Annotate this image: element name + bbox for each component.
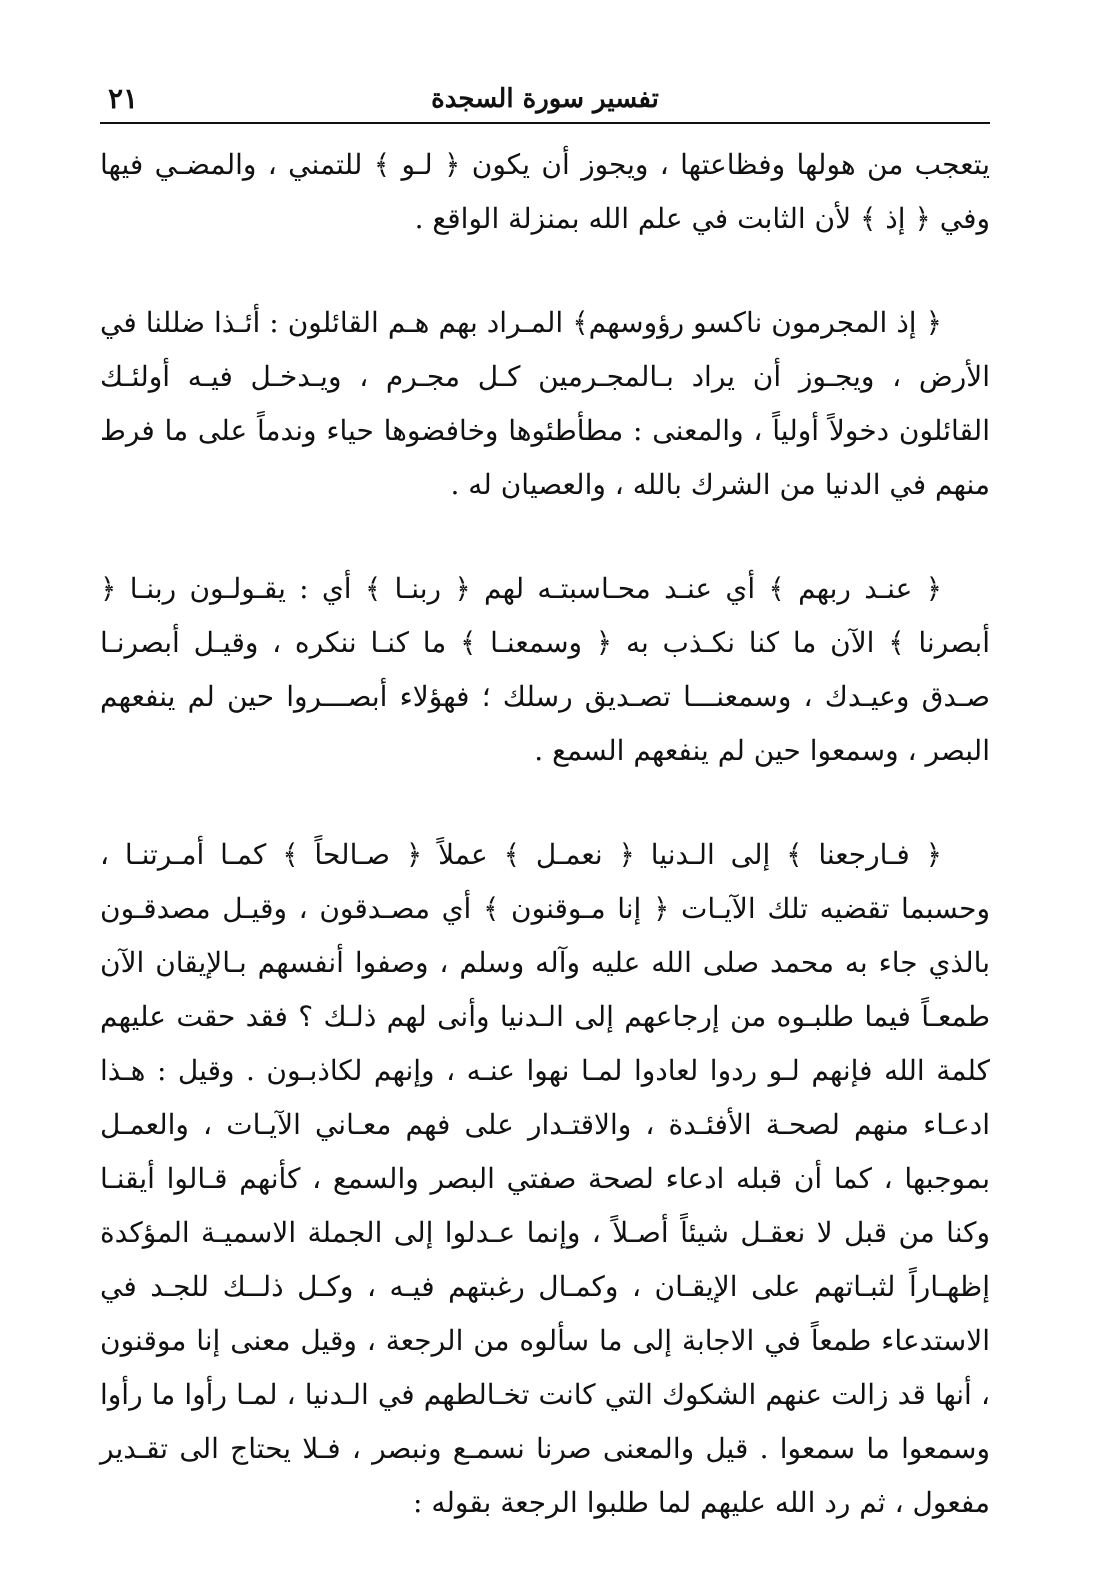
paragraph-continuation: يتعجب من هولها وفظاعتها ، ويجوز أن يكون ﴿ لـو ﴾ للتمني ، والمضـي فيها وفي ﴿ إذ ﴾ لأن الثابت في علم الله بمنزلة الواقع .: [100, 148, 990, 235]
page-title: تفسير سورة السجدة: [431, 84, 659, 114]
paragraph-verse-commentary: ﴿ إذ المجرمون ناكسو رؤوسهم﴾ المـراد بهم هـم القائلون : أئـذا ضللنا في الأرض ، ويجـوز أن يراد بـالمجـرمين كـل مجـرم ، ويـدخـل فيـه أولئـك القائلون دخولاً أولياً ، والمعنى : مطأطئوها وخافضوها حياء وندماً على ما فرط منهم في الدنيا من الشرك بالله ، والعصيان له .: [100, 306, 990, 501]
paragraph-verse-commentary: ﴿ فـارجعنا ﴾ إلى الـدنيا ﴿ نعمـل ﴾ عملاً ﴿ صـالحاً ﴾ كمـا أمـرتنـا ، وحسبما تقضيه تلك الآيـات ﴿ إنا مـوقنون ﴾ أي مصـدقون ، وقيـل مصدقـون بالذي جاء به محمد صلى الله عليه وآله وسلم ، وصفوا أنفسهم بـالإيقان الآن طمعـاً فيما طلبـوه من إرجاعهم إلى الـدنيا وأنى لهم ذلـك ؟ فقد حقت عليهم كلمة الله فإنهم لـو ردوا لعادوا لمـا نهوا عنـه ، وإنهم لكاذبـون . وقيل : هـذا ادعـاء منهم لصحـة الأفئـدة ، والاقتـدار على فهم معـاني الآيـات ، والعمـل بموجبها ، كما أن قبله ادعاء لصحة صفتي البصر والسمع ، كأنهم قـالوا أيقنـا وكنا من قبل لا نعقـل شيئاً أصـلاً ، وإنما عـدلوا إلى الجملة الاسميـة المؤكدة إظهـاراً لثبـاتهم على الإيقـان ، وكمـال رغبتهم فيـه ، وكـل ذلــك للجـد في الاستدعاء طمعاً في الاجابة إلى ما سألوه من الرجعة ، وقيل معنى إنا موقنون ، أنها قد زالت عنهم الشكوك التي كانت تخـالطهم في الـدنيا ، لمـا رأوا ما رأوا وسمعوا ما سمعوا . قيل والمعنى صرنا نسمـع ونبصر ، فـلا يحتاج الى تقـدير مفعول ، ثم رد الله عليهم لما طلبوا الرجعة بقوله :: [100, 838, 990, 1519]
page-header: [100, 78, 990, 122]
book-page: [100, 78, 990, 1518]
header-divider: [100, 122, 990, 124]
paragraph-verse-commentary: ﴿ عنـد ربهم ﴾ أي عنـد محـاسبتـه لهم ﴿ ربنـا ﴾ أي : يقـولـون ربنـا ﴿ أبصرنا ﴾ الآن ما كنا نكـذب به ﴿ وسمعنـا ﴾ ما كنـا ننكره ، وقيـل أبصرنـا صـدق وعيـدك ، وسمعنـــا تصـديق رسلك ؛ فهؤلاء أبصـــروا حين لم ينفعهم البصر ، وسمعوا حين لم ينفعهم السمع .: [100, 572, 990, 767]
page-body: [100, 138, 990, 1530]
page-number: ٢١: [108, 82, 139, 115]
